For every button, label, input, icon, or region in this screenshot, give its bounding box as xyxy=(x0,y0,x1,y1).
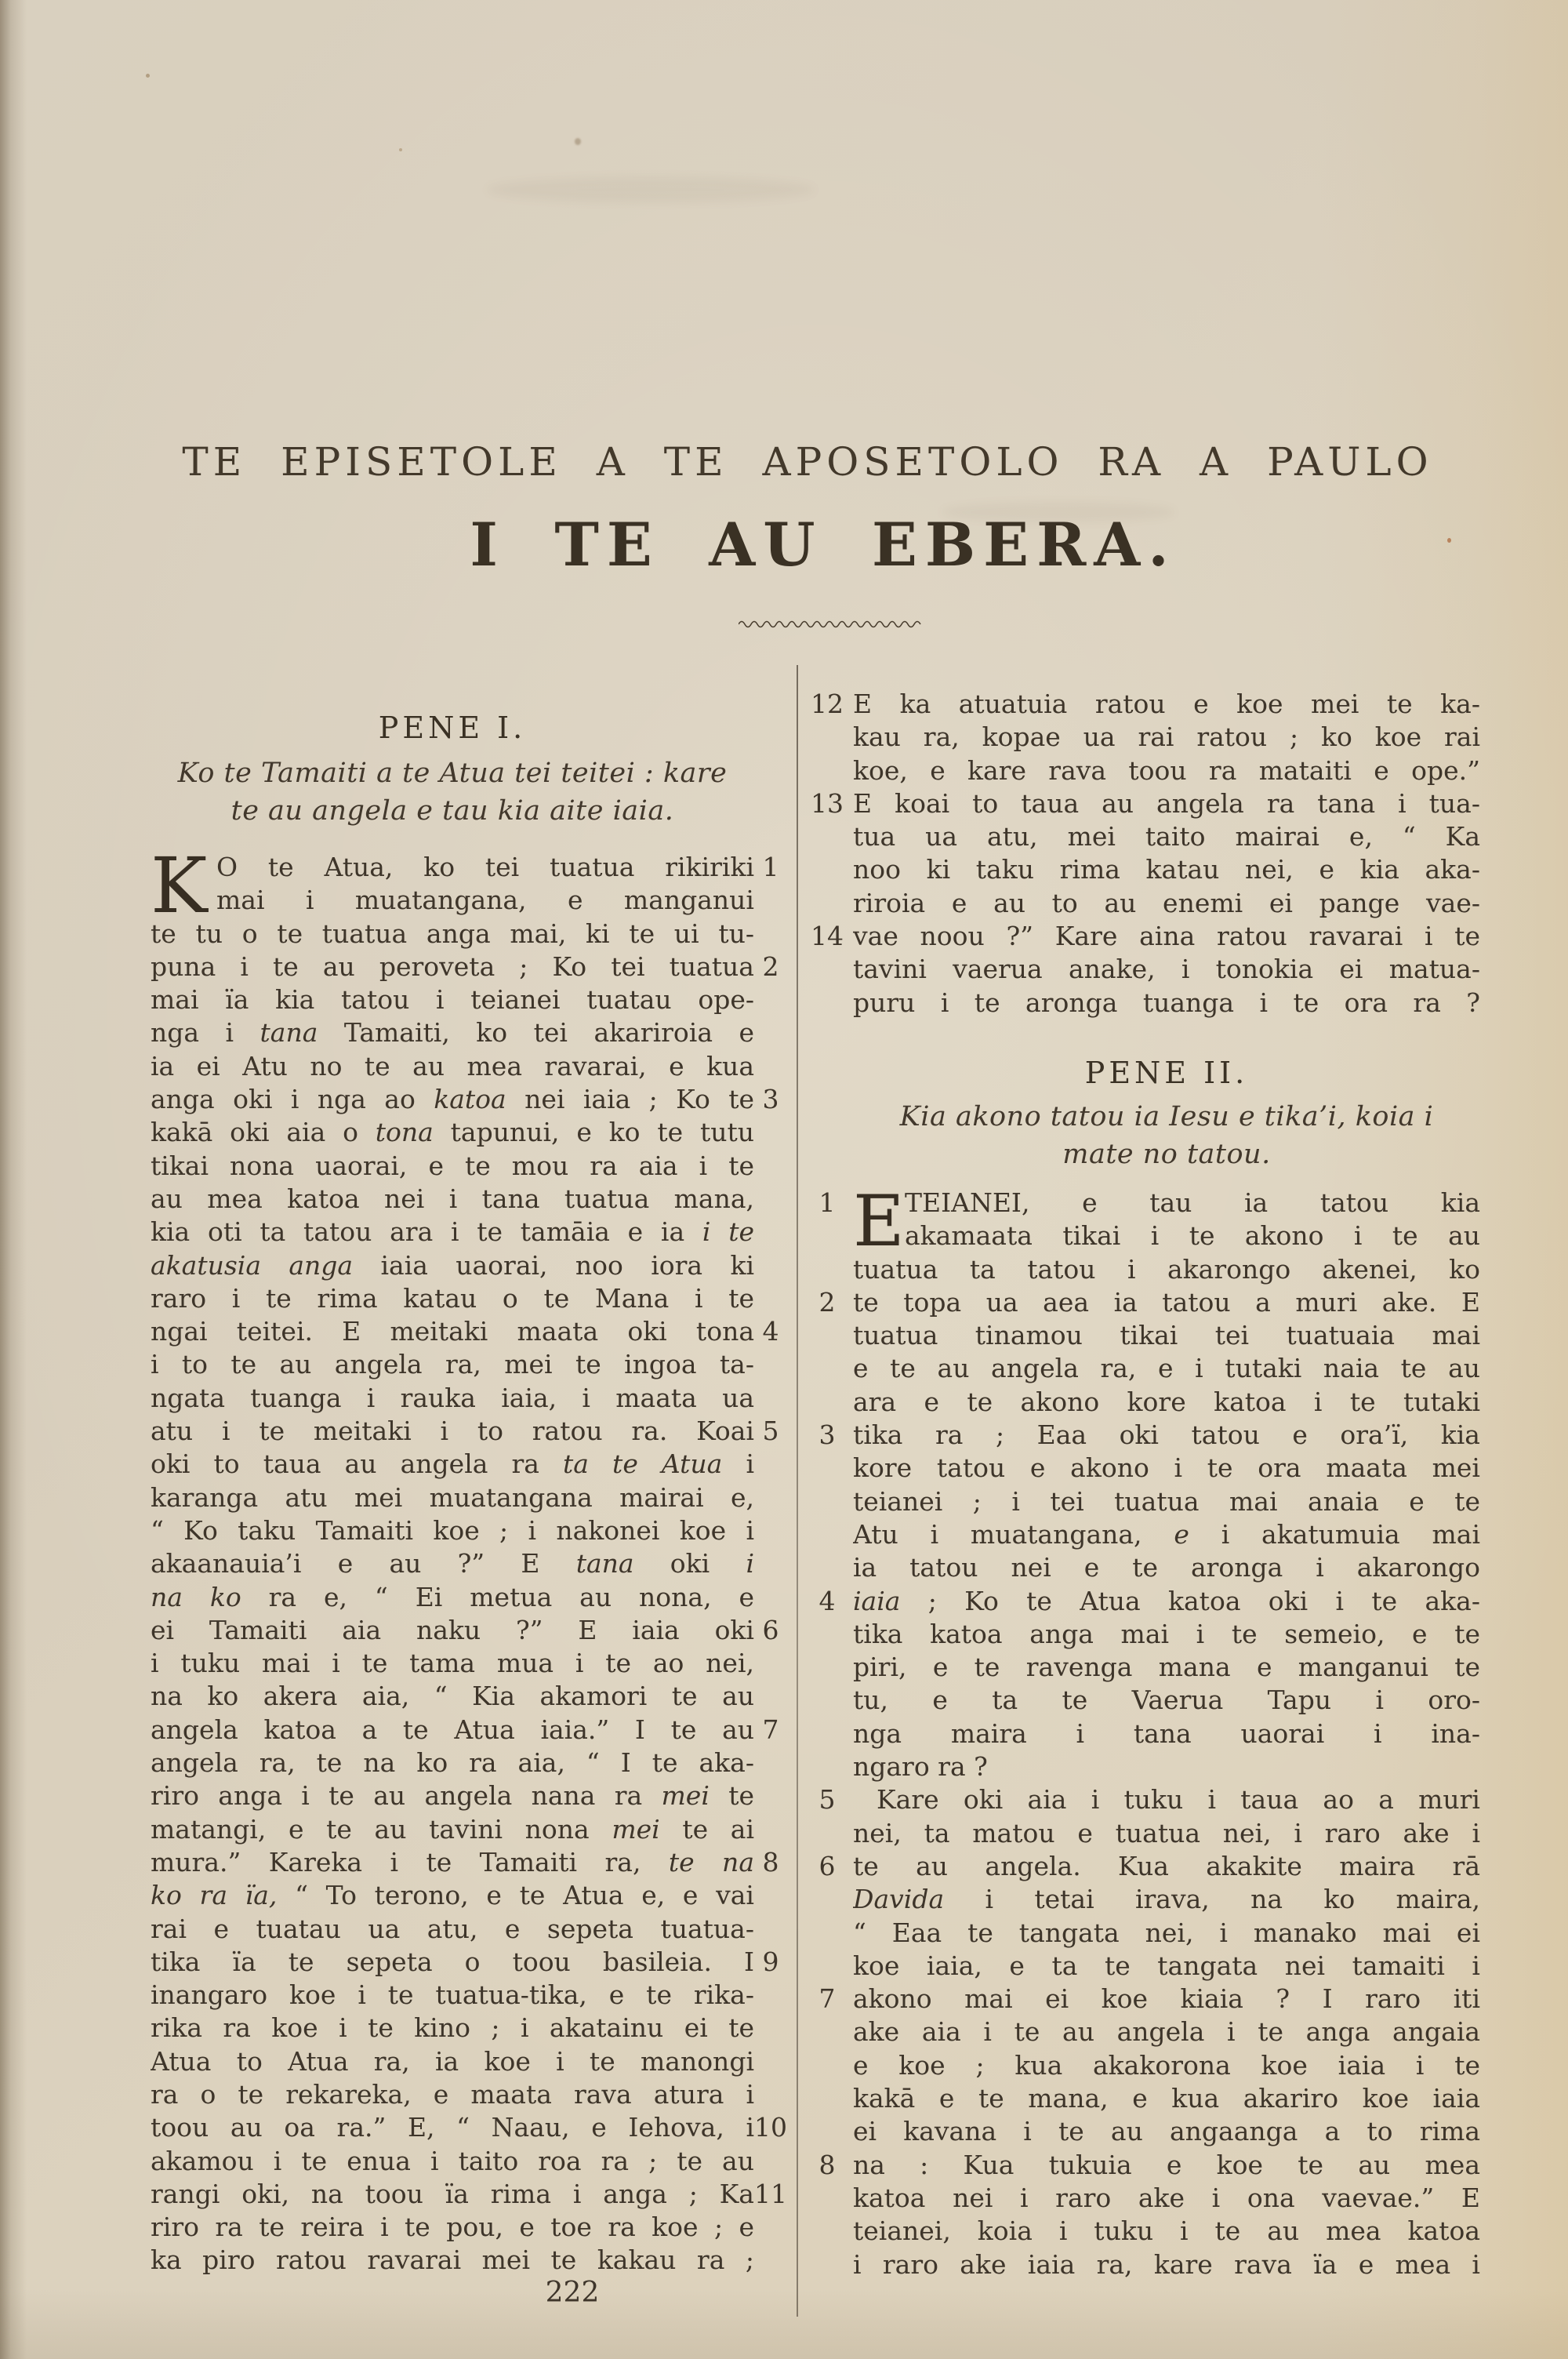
text-line xyxy=(151,1448,787,1481)
verse-text: rika ra koe i te kino ; i akatainu ei te xyxy=(151,2012,754,2044)
verse-text: rangi oki, na toou ïa rima i anga ; Ka xyxy=(151,2178,754,2209)
verse-number xyxy=(809,2049,845,2082)
text-line xyxy=(151,1979,787,2012)
verse-text: ka piro ratou ravarai mei te kakau ra ; xyxy=(151,2245,754,2276)
verse-text: E koai to taua au angela ra tana i tua- xyxy=(853,787,1480,819)
verse-number: 6 xyxy=(762,1614,779,1645)
verse-number xyxy=(754,1581,787,1614)
verse-text: noo ki taku rima katau nei, e kia aka- xyxy=(853,854,1480,885)
verse-text: tu, e ta te Vaerua Tapu i oro- xyxy=(853,1685,1480,1716)
verse-number xyxy=(754,1348,787,1381)
verse-number xyxy=(809,1883,845,1916)
verse-text: tuatua ta tatou i akarongo akenei, ko xyxy=(853,1253,1480,1285)
verse-text: raro i te rima katau o te Mana i te xyxy=(151,1282,754,1314)
verse-number xyxy=(809,1219,845,1252)
text-line xyxy=(809,1352,1480,1385)
text-line xyxy=(151,1714,787,1747)
text-line xyxy=(809,953,1480,986)
verse-number xyxy=(809,1651,845,1684)
verse-text: i tuku mai i te tama mua i te ao nei, xyxy=(151,1648,754,1679)
verse-number xyxy=(754,1979,787,2012)
text-line xyxy=(809,754,1480,787)
text-line xyxy=(151,2111,787,2144)
verse-text: anga oki i nga ao katoa nei iaia ; Ko te xyxy=(151,1084,754,1115)
verse-text: tikai nona uaorai, e te mou ra aia i te xyxy=(151,1150,754,1181)
verse-number xyxy=(754,1779,787,1812)
text-line xyxy=(809,2049,1480,2082)
verse-number xyxy=(809,754,845,787)
verse-text: ia tatou nei e te aronga i akarongo xyxy=(853,1552,1480,1583)
text-line xyxy=(151,1315,787,1348)
text-line xyxy=(151,1150,787,1183)
text-line xyxy=(151,1680,787,1713)
paper-speck xyxy=(575,138,581,145)
verse-text: i to te au angela ra, mei te ingoa ta- xyxy=(151,1349,754,1380)
text-line xyxy=(151,1913,787,1946)
verse-number: 8 xyxy=(762,1846,779,1877)
verse-text: ake aia i te au angela i te anga angaia xyxy=(853,2016,1480,2048)
verse-text: ei kavana i te au angaanga a to rima xyxy=(853,2116,1480,2147)
verse-text: kakā oki aia o tona tapunui, e ko te tutu xyxy=(151,1117,754,1148)
verse-text: E ka atuatuia ratou e koe mei te ka- xyxy=(853,689,1480,719)
verse-text: TEIANEI, e tau ia tatou kia xyxy=(905,1187,1480,1218)
verse-number xyxy=(809,1452,845,1485)
verse-number xyxy=(754,1879,787,1912)
text-line xyxy=(809,1917,1480,1950)
text-line xyxy=(809,2082,1480,2115)
book-subtitle: I TE AU EBERA. xyxy=(470,510,1177,580)
text-line xyxy=(151,1879,787,1912)
verse-text: na : Kua tukuia e koe te au mea xyxy=(853,2149,1480,2180)
text-line xyxy=(809,2016,1480,2048)
verse-number xyxy=(809,2016,845,2048)
verse-number xyxy=(754,2244,787,2277)
text-line xyxy=(809,853,1480,886)
verse-text: angela katoa a te Atua iaia.” I te au xyxy=(151,1714,754,1745)
right-text-column-chapter1 xyxy=(809,688,1480,1020)
verse-text: teianei, koia i tuku i te au mea katoa xyxy=(853,2215,1480,2247)
text-line xyxy=(151,918,787,951)
verse-text: e koe ; kua akakorona koe iaia i te xyxy=(853,2049,1480,2081)
text-line xyxy=(151,2178,787,2211)
verse-number xyxy=(809,887,845,920)
verse-number xyxy=(754,1680,787,1713)
verse-text: puna i te au peroveta ; Ko tei tuatua xyxy=(151,951,754,982)
verse-text: mai i muatangana, e manganui xyxy=(216,885,754,916)
verse-number: 7 xyxy=(762,1714,779,1745)
verse-number xyxy=(754,1647,787,1680)
verse-number xyxy=(754,1150,787,1183)
verse-number: 12 xyxy=(811,689,844,719)
verse-text: akamaata tikai i te akono i te au xyxy=(905,1220,1480,1252)
verse-text: ngai teitei. E meitaki maata oki tona xyxy=(151,1316,754,1347)
text-line xyxy=(151,1481,787,1514)
verse-number: 13 xyxy=(811,787,844,819)
verse-text: atu i te meitaki i to ratou ra. Koai xyxy=(151,1416,754,1447)
text-line xyxy=(151,1779,787,1812)
verse-text: karanga atu mei muatangana mairai e, xyxy=(151,1481,754,1513)
verse-text: nei, ta matou e tuatua nei, i raro ake i xyxy=(853,1817,1480,1848)
verse-text: O te Atua, ko tei tuatua rikiriki xyxy=(216,852,754,882)
verse-number xyxy=(754,1183,787,1216)
text-line xyxy=(151,1514,787,1547)
verse-number xyxy=(809,820,845,853)
verse-number: 7 xyxy=(818,1983,836,2015)
text-line xyxy=(809,1684,1480,1717)
text-line xyxy=(151,1547,787,1580)
verse-number xyxy=(809,1618,845,1651)
verse-text: na ko akera aia, “ Kia akamori te au xyxy=(151,1681,754,1712)
text-line xyxy=(151,1846,787,1879)
paper-speck xyxy=(399,148,402,151)
verse-number: 8 xyxy=(818,2149,836,2180)
text-line xyxy=(151,1050,787,1083)
verse-text: teianei ; i tei tuatua mai anaia e te xyxy=(853,1485,1480,1517)
verse-text: mura.” Kareka i te Tamaiti ra, te na xyxy=(151,1846,754,1877)
verse-text: e te au angela ra, e i tutaki naia te au xyxy=(853,1353,1480,1384)
verse-text: katoa nei i raro ake i ona vaevae.” E xyxy=(853,2182,1480,2213)
verse-number xyxy=(754,1282,787,1315)
verse-text: “ Eaa te tangata nei, i manako mai ei xyxy=(853,1917,1480,1948)
text-line xyxy=(151,2145,787,2178)
text-line xyxy=(151,1216,787,1249)
verse-number: 11 xyxy=(754,2178,787,2209)
text-line xyxy=(809,987,1480,1020)
verse-text: riro anga i te au angela nana ra mei te xyxy=(151,1780,754,1812)
verse-number xyxy=(754,1913,787,1946)
verse-text: tika katoa anga mai i te semeio, e te xyxy=(853,1618,1480,1649)
verse-number: 14 xyxy=(811,921,844,952)
text-line xyxy=(809,820,1480,853)
text-line xyxy=(151,1116,787,1149)
verse-text: akono mai ei koe kiaia ? I raro iti xyxy=(853,1983,1480,2015)
verse-number xyxy=(754,1216,787,1249)
verse-text: Davida i tetai irava, na ko maira, xyxy=(853,1884,1480,1915)
text-line xyxy=(809,1219,1480,1252)
verse-number xyxy=(809,1551,845,1584)
verse-number xyxy=(809,1485,845,1518)
verse-text: au mea katoa nei i tana tuatua mana, xyxy=(151,1183,754,1214)
text-line xyxy=(809,2149,1480,2182)
verse-number: 5 xyxy=(762,1416,779,1447)
text-line xyxy=(151,2244,787,2277)
text-line xyxy=(809,2215,1480,2248)
paper-smudge xyxy=(486,176,815,203)
text-line xyxy=(809,1187,1480,1219)
verse-text: toou au oa ra.” E, “ Naau, e Iehova, i xyxy=(151,2112,754,2143)
verse-text: piri, e te ravenga mana e manganui te xyxy=(853,1652,1480,1683)
verse-number xyxy=(754,1249,787,1282)
verse-text: kore tatou e akono i te ora maata mei xyxy=(853,1452,1480,1484)
verse-number xyxy=(809,853,845,886)
verse-number: 4 xyxy=(818,1585,836,1616)
text-line xyxy=(809,1850,1480,1883)
drop-cap: K xyxy=(151,841,208,930)
verse-number: 2 xyxy=(762,951,779,982)
text-line xyxy=(151,1016,787,1049)
verse-text: Atua to Atua ra, ia koe i te manongi xyxy=(151,2045,754,2077)
verse-text: kau ra, kopae ua rai ratou ; ko koe rai xyxy=(853,722,1480,753)
text-line xyxy=(809,920,1480,953)
verse-number: 9 xyxy=(762,1946,779,1977)
chapter-summary-line: te au angela e tau kia aite iaia. xyxy=(230,795,674,827)
verse-number xyxy=(754,983,787,1016)
verse-text: nga i tana Tamaiti, ko tei akariroia e xyxy=(151,1017,754,1049)
verse-number xyxy=(809,1319,845,1352)
verse-text: riroia e au to au enemi ei pange vae- xyxy=(853,887,1480,918)
verse-text: te tu o te tuatua anga mai, ki te ui tu- xyxy=(151,918,754,949)
text-line xyxy=(151,2211,787,2244)
text-line xyxy=(809,1485,1480,1518)
text-line xyxy=(809,1883,1480,1916)
verse-text: puru i te aronga tuanga i te ora ra ? xyxy=(853,987,1480,1018)
verse-number xyxy=(809,2082,845,2115)
text-line xyxy=(809,1319,1480,1352)
verse-text: Kare oki aia i tuku i taua ao a muri xyxy=(877,1784,1480,1816)
verse-number: 4 xyxy=(762,1316,779,1347)
verse-text: te topa ua aea ia tatou a muri ake. E xyxy=(853,1286,1480,1318)
verse-text: ko ra ïa, “ To terono, e te Atua e, e vai xyxy=(151,1880,754,1911)
verse-number: 3 xyxy=(818,1419,836,1451)
text-line xyxy=(809,688,1480,721)
drop-cap: E xyxy=(853,1180,905,1263)
verse-number xyxy=(754,2045,787,2078)
verse-number xyxy=(754,1050,787,1083)
verse-number xyxy=(754,1382,787,1415)
verse-number xyxy=(754,1448,787,1481)
chapter-heading-pene-1: PENE I. xyxy=(378,711,527,745)
verse-number: 6 xyxy=(818,1850,836,1881)
verse-text: rai e tuatau ua atu, e sepeta tuatua- xyxy=(151,1913,754,1944)
text-line xyxy=(151,1415,787,1448)
verse-number: 2 xyxy=(818,1286,836,1318)
verse-text: ra o te rekareka, e maata rava atura i xyxy=(151,2078,754,2110)
text-line xyxy=(151,1249,787,1282)
verse-number xyxy=(809,1950,845,1983)
verse-number xyxy=(809,1717,845,1750)
text-line xyxy=(151,1946,787,1979)
verse-number xyxy=(809,987,845,1020)
text-line xyxy=(151,1581,787,1614)
text-line xyxy=(809,1253,1480,1286)
text-line xyxy=(151,2078,787,2111)
verse-number: 1 xyxy=(762,852,779,882)
text-line xyxy=(809,2248,1480,2281)
text-line xyxy=(151,1614,787,1647)
chapter-summary-line: Kia akono tatou ia Iesu e tika’i, koia i xyxy=(899,1101,1434,1132)
text-line xyxy=(809,787,1480,820)
verse-number: 3 xyxy=(762,1084,779,1115)
verse-text: tavini vaerua anake, i tonokia ei matua- xyxy=(853,954,1480,985)
verse-text: vae noou ?” Kare aina ratou ravarai i te xyxy=(853,921,1480,952)
verse-number xyxy=(809,1917,845,1950)
text-line xyxy=(809,1750,1480,1783)
paper-speck xyxy=(146,74,150,78)
verse-text: kakā e te mana, e kua akariro koe iaia xyxy=(853,2083,1480,2114)
verse-number: 5 xyxy=(818,1784,836,1816)
verse-number xyxy=(754,2012,787,2045)
verse-text: ia ei Atu no te au mea ravarai, e kua xyxy=(151,1050,754,1081)
book-title: TE EPISETOLE A TE APOSETOLO RA A PAULO xyxy=(182,439,1433,485)
verse-text: matangi, e te au tavini nona mei te ai xyxy=(151,1813,754,1845)
text-line xyxy=(151,983,787,1016)
verse-text: koe, e kare rava toou ra mataiti e ope.” xyxy=(853,754,1480,786)
text-line xyxy=(151,1747,787,1779)
verse-number xyxy=(754,884,787,917)
verse-text: tuatua tinamou tikai tei tuatuaia mai xyxy=(853,1320,1480,1351)
verse-number xyxy=(809,2248,845,2281)
verse-text: ngata tuanga i rauka iaia, i maata ua xyxy=(151,1382,754,1413)
chapter-heading-pene-2: PENE II. xyxy=(1084,1056,1249,1090)
text-line xyxy=(809,1419,1480,1452)
verse-text: nga maira i tana uaorai i ina- xyxy=(853,1717,1480,1749)
verse-number xyxy=(809,1817,845,1850)
verse-text: ei Tamaiti aia naku ?” E iaia oki xyxy=(151,1614,754,1645)
verse-text: tika ïa te sepeta o toou basileia. I xyxy=(151,1946,754,1977)
verse-text: oki to taua au angela ra ta te Atua i xyxy=(151,1448,754,1480)
verse-number xyxy=(754,918,787,951)
verse-text: mai ïa kia tatou i teianei tuatau ope- xyxy=(151,984,754,1016)
text-line xyxy=(809,1618,1480,1651)
verse-number xyxy=(809,1253,845,1286)
text-line xyxy=(151,1348,787,1381)
verse-number xyxy=(809,1518,845,1551)
text-line xyxy=(151,1382,787,1415)
text-line xyxy=(809,1518,1480,1551)
text-line xyxy=(151,1083,787,1116)
verse-text: iaia ; Ko te Atua katoa oki i te aka- xyxy=(853,1585,1480,1616)
text-line xyxy=(151,2045,787,2078)
verse-text: angela ra, te na ko ra aia, “ I te aka- xyxy=(151,1747,754,1779)
text-line xyxy=(151,884,787,917)
verse-number xyxy=(809,1352,845,1385)
verse-text: koe iaia, e ta te tangata nei tamaiti i xyxy=(853,1950,1480,1981)
verse-number xyxy=(809,1386,845,1419)
text-line xyxy=(809,1386,1480,1419)
right-text-column-chapter2 xyxy=(809,1180,1480,2281)
text-line xyxy=(809,1983,1480,2016)
verse-text: ngaro ra ? xyxy=(853,1751,988,1783)
verse-number xyxy=(809,953,845,986)
text-line xyxy=(809,1286,1480,1319)
text-line xyxy=(809,2182,1480,2215)
verse-number xyxy=(809,2182,845,2215)
text-line xyxy=(151,1282,787,1315)
verse-number xyxy=(809,1750,845,1783)
verse-text: inangaro koe i te tuatua-tika, e te rika- xyxy=(151,1979,754,2011)
verse-number xyxy=(754,1514,787,1547)
verse-number xyxy=(754,2078,787,2111)
text-line xyxy=(151,951,787,983)
text-line xyxy=(151,1183,787,1216)
verse-number xyxy=(754,1813,787,1846)
verse-text: i raro ake iaia ra, kare rava ïa e mea i xyxy=(853,2248,1480,2280)
verse-number xyxy=(809,721,845,754)
text-line xyxy=(809,1817,1480,1850)
text-line xyxy=(151,1813,787,1846)
column-divider-rule xyxy=(797,665,798,2317)
verse-number xyxy=(809,2115,845,2148)
verse-number xyxy=(754,1116,787,1149)
verse-text: akatusia anga iaia uaorai, noo iora ki xyxy=(151,1249,754,1281)
verse-text: “ Ko taku Tamaiti koe ; i nakonei koe i xyxy=(151,1514,754,1546)
text-line xyxy=(809,1585,1480,1618)
verse-number xyxy=(809,1684,845,1717)
page-number: 222 xyxy=(545,2277,600,2309)
verse-number: 1 xyxy=(818,1187,836,1218)
verse-number xyxy=(754,2145,787,2178)
squiggle-ornament xyxy=(739,618,924,629)
text-line xyxy=(809,1551,1480,1584)
text-line xyxy=(809,887,1480,920)
verse-text: na ko ra e, “ Ei metua au nona, e xyxy=(151,1581,754,1612)
verse-number xyxy=(754,1547,787,1580)
text-line xyxy=(809,1717,1480,1750)
verse-text: tika ra ; Eaa oki tatou e ora’ï, kia xyxy=(853,1419,1480,1451)
verse-number xyxy=(754,1747,787,1779)
text-line xyxy=(809,1452,1480,1485)
verse-text: riro ra te reira i te pou, e toe ra koe ; e xyxy=(151,2212,754,2243)
text-line xyxy=(809,1950,1480,1983)
verse-text: Atu i muatangana, e i akatumuia mai xyxy=(853,1518,1480,1550)
verse-text: ara e te akono kore katoa i te tutaki xyxy=(853,1386,1480,1417)
text-line xyxy=(809,1651,1480,1684)
verse-number xyxy=(754,1016,787,1049)
verse-number xyxy=(754,2211,787,2244)
text-line xyxy=(151,2012,787,2045)
text-line xyxy=(151,1647,787,1680)
verse-number xyxy=(809,2215,845,2248)
verse-text: akamou i te enua i taito roa ra ; te au xyxy=(151,2145,754,2176)
text-line xyxy=(151,851,787,884)
verse-number: 10 xyxy=(754,2112,787,2143)
left-text-column xyxy=(151,841,787,2277)
text-line xyxy=(809,721,1480,754)
verse-number xyxy=(754,1481,787,1514)
verse-text: akaanauia’i e au ?” E tana oki i xyxy=(151,1548,754,1579)
text-line xyxy=(809,2115,1480,2148)
verse-text: te au angela. Kua akakite maira rā xyxy=(853,1850,1480,1881)
verse-text: kia oti ta tatou ara i te tamāia e ia i te xyxy=(151,1216,754,1248)
chapter-summary-line: Ko te Tamaiti a te Atua tei teitei : kare xyxy=(177,758,728,789)
chapter-summary-line: mate no tatou. xyxy=(1062,1139,1271,1170)
text-line xyxy=(809,1783,1480,1816)
verse-text: tua ua atu, mei taito mairai e, “ Ka xyxy=(853,821,1480,852)
